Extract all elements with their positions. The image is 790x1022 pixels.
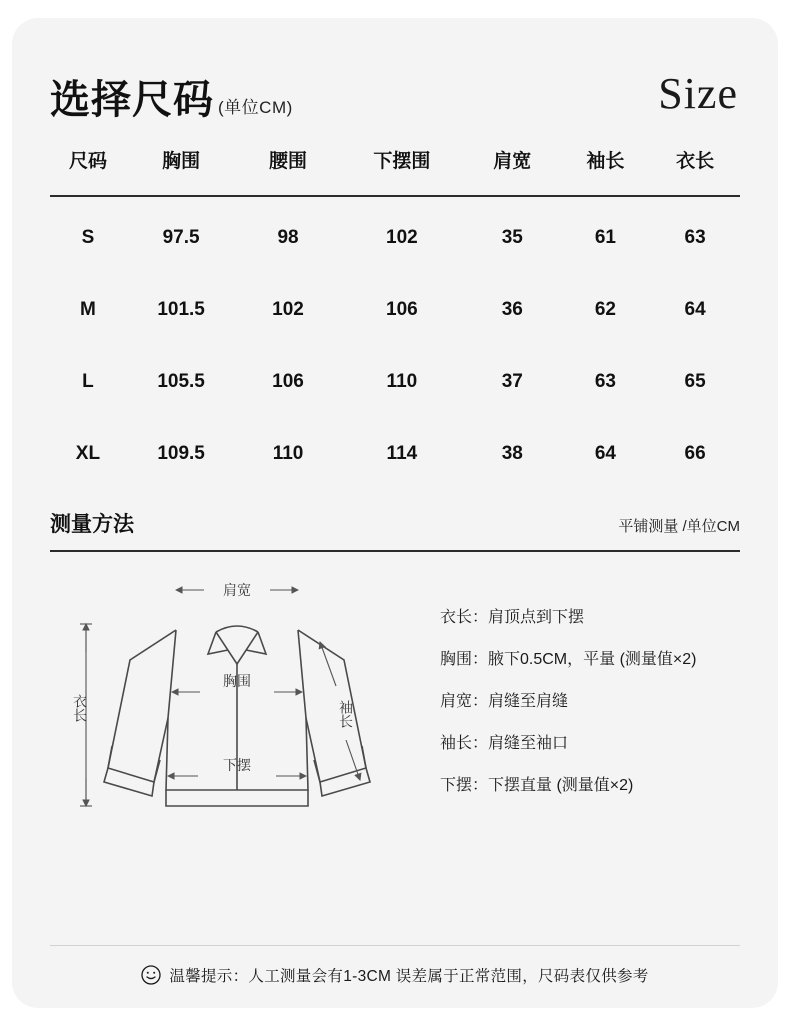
diagram-area — [50, 562, 740, 830]
table-row[interactable] — [50, 196, 740, 274]
cell-waist: 106 — [272, 371, 304, 392]
measure-legend — [440, 604, 790, 814]
cell-sleeve: 64 — [594, 443, 616, 464]
size-table — [50, 136, 740, 490]
cell-length: 65 — [684, 371, 706, 392]
column-header-shoulder: 肩宽 — [493, 151, 532, 172]
column-header-bust: 胸围 — [162, 151, 201, 172]
cell-bust: 97.5 — [162, 227, 200, 248]
table-row[interactable] — [50, 274, 740, 346]
cell-bust: 105.5 — [157, 371, 205, 392]
table-row[interactable] — [50, 418, 740, 490]
cell-waist: 98 — [277, 227, 299, 248]
cell-length: 63 — [684, 227, 706, 248]
cell-hem: 110 — [386, 371, 418, 392]
column-header-waist: 腰围 — [269, 151, 308, 172]
column-header-sleeve: 袖长 — [586, 151, 625, 172]
diagram-label-sleeve: 袖长 — [338, 700, 354, 728]
table-row[interactable] — [50, 346, 740, 418]
column-header-hem: 下摆围 — [373, 151, 431, 172]
legend-item-shoulder: 肩宽：肩缝至肩缝 — [440, 693, 569, 710]
cell-waist: 102 — [272, 299, 304, 320]
title-row — [50, 80, 293, 120]
footer-tip — [50, 945, 740, 986]
diagram-label-hem: 下摆 — [223, 757, 251, 773]
cell-shoulder: 37 — [501, 371, 523, 392]
cell-length: 66 — [684, 443, 706, 464]
cell-shoulder: 38 — [501, 443, 523, 464]
legend-item-hem: 下摆：下摆直量 (测量值×2) — [440, 777, 634, 794]
cell-hem: 106 — [386, 299, 418, 320]
footer-tip-text: 温馨提示：人工测量会有1-3CM 误差属于正常范围，尺码表仅供参考 — [169, 968, 649, 985]
cell-size: L — [82, 371, 94, 392]
measure-method-note: 平铺测量 /单位CM — [618, 518, 740, 535]
table-header-row — [50, 136, 740, 196]
cell-size: M — [80, 299, 96, 320]
shirt-diagram — [68, 568, 408, 830]
legend-item-bust: 胸围：腋下0.5CM，平量 (测量值×2) — [440, 651, 697, 668]
cell-size: XL — [75, 443, 101, 464]
cell-hem: 102 — [386, 227, 418, 248]
measure-method-title: 测量方法 — [50, 513, 134, 536]
cell-sleeve: 61 — [594, 227, 616, 248]
column-header-length: 衣长 — [676, 151, 715, 172]
diagram-label-length: 衣长 — [72, 694, 88, 722]
cell-length: 64 — [684, 299, 706, 320]
title-unit: (单位CM) — [218, 98, 293, 117]
size-wordmark: Size — [658, 69, 738, 118]
smiley-icon — [141, 965, 161, 985]
cell-bust: 109.5 — [157, 443, 205, 464]
diagram-label-bust: 胸围 — [223, 673, 251, 689]
size-chart-card — [12, 18, 778, 1008]
cell-size: S — [81, 227, 95, 248]
diagram-label-shoulder: 肩宽 — [223, 582, 251, 598]
cell-sleeve: 62 — [594, 299, 616, 320]
cell-shoulder: 36 — [501, 299, 523, 320]
cell-sleeve: 63 — [594, 371, 616, 392]
page-title: 选择尺码 — [50, 78, 214, 122]
cell-bust: 101.5 — [157, 299, 205, 320]
column-header-size: 尺码 — [68, 151, 107, 172]
header — [50, 18, 740, 136]
cell-hem: 114 — [386, 443, 418, 464]
legend-item-sleeve: 袖长：肩缝至袖口 — [440, 735, 569, 752]
legend-item-length: 衣长：肩顶点到下摆 — [440, 609, 585, 626]
measure-method-header — [50, 512, 740, 552]
cell-shoulder: 35 — [501, 227, 523, 248]
cell-waist: 110 — [272, 443, 304, 464]
shirt-illustration-svg — [68, 568, 408, 830]
